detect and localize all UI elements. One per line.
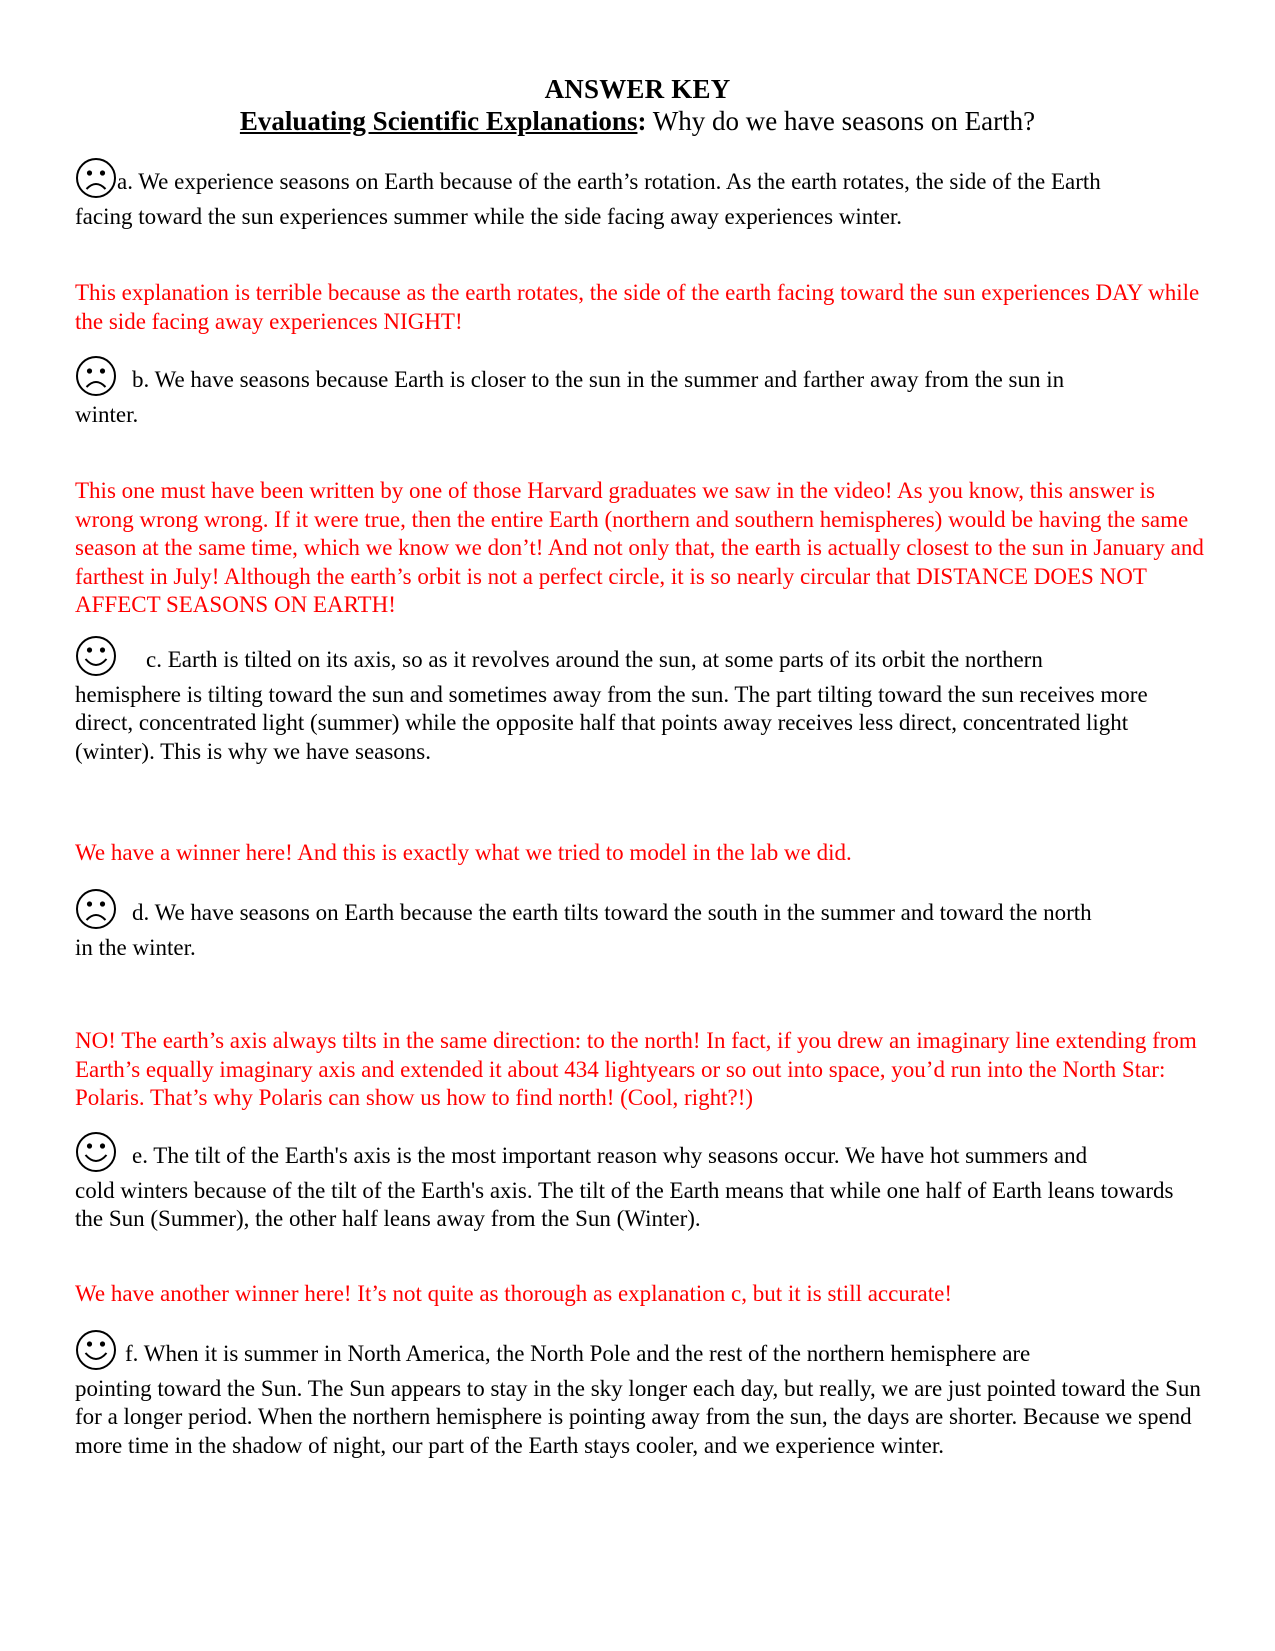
page-subtitle <box>0 106 1275 137</box>
explanation-c-text-rest: hemisphere is tilting toward the sun and sometimes away from the sun. The part tilting toward the sun receives more direct, concentrated light (summer) while the opposite half that points away receives less direct, concentrated light (winter). This is why we have seasons. <box>75 681 1148 764</box>
explanation-d-text-rest: in the winter. <box>75 934 196 960</box>
explanation-d-first-line <box>75 899 1205 928</box>
explanation-e-first-line <box>75 1142 1205 1171</box>
explanation-e-text-first: e. The tilt of the Earth's axis is the most important reason why seasons occur. We have hot summers and <box>132 1143 1088 1168</box>
explanation-f-first-line <box>75 1340 1205 1369</box>
smile-face-icon <box>75 1131 117 1173</box>
feedback-e: We have another winner here! It’s not quite as thorough as explanation c, but it is still accurate! <box>75 1281 952 1306</box>
frown-face-icon <box>75 157 117 199</box>
feedback-d: NO! The earth’s axis always tilts in the same direction: to the north! In fact, if you drew an imaginary line extending from Earth’s equally imaginary axis and extended it about 434 lightyears or so out into space, you’d run into the North Star: Polaris. That’s why Polaris can show us how to find north! (Cool, right?!) <box>75 1028 1197 1110</box>
explanation-b-first-line <box>75 366 1205 395</box>
subtitle-colon: : <box>637 106 647 136</box>
explanation-e <box>75 1142 1205 1234</box>
explanation-c-text-first: c. Earth is tilted on its axis, so as it revolves around the sun, at some parts of its orbit the northern <box>146 647 1043 672</box>
frown-face-icon <box>75 355 117 397</box>
explanation-b-text-rest: winter. <box>75 401 139 427</box>
smile-face-icon <box>75 1329 117 1371</box>
subtitle-question: Why do we have seasons on Earth? <box>646 106 1036 136</box>
explanation-f <box>75 1340 1205 1460</box>
explanation-c <box>75 646 1205 766</box>
feedback-c: We have a winner here! And this is exactly what we tried to model in the lab we did. <box>75 840 852 865</box>
explanation-f-text-rest: pointing toward the Sun. The Sun appears to stay in the sky longer each day, but really, we are just pointed toward the Sun for a longer period. When the northern hemisphere is pointing away from the sun, the days are shorter. Because we spend more time in the shadow of night, our part of the Earth stays cooler, and we experience winter. <box>75 1375 1201 1458</box>
frown-face-icon <box>75 888 117 930</box>
explanation-c-first-line <box>75 646 1205 675</box>
explanation-e-text-rest: cold winters because of the tilt of the Earth's axis. The tilt of the Earth means that while one half of Earth leans towards the Sun (Summer), the other half leans away from the Sun (Winter). <box>75 1177 1174 1231</box>
subtitle-bold: Evaluating Scientific Explanations <box>239 106 638 136</box>
explanation-a-text-first: a. We experience seasons on Earth because of the earth’s rotation. As the earth rotates, the side of the Earth <box>117 169 1101 194</box>
smile-face-icon <box>75 635 117 677</box>
explanation-a-text-rest: facing toward the sun experiences summer while the side facing away experiences winter. <box>75 203 903 229</box>
feedback-a: This explanation is terrible because as the earth rotates, the side of the earth facing toward the sun experiences DAY while the side facing away experiences NIGHT! <box>75 280 1200 334</box>
page-title: ANSWER KEY <box>544 74 731 104</box>
explanation-d <box>75 899 1205 962</box>
explanation-d-text-first: d. We have seasons on Earth because the earth tilts toward the south in the summer and toward the north <box>132 900 1092 925</box>
explanation-a-first-line <box>75 168 1205 197</box>
explanation-f-text-first: f. When it is summer in North America, the North Pole and the rest of the northern hemisphere are <box>125 1341 1031 1366</box>
explanation-b-text-first: b. We have seasons because Earth is closer to the sun in the summer and farther away from the sun in <box>132 367 1065 392</box>
explanation-b <box>75 366 1205 429</box>
explanation-a <box>75 168 1205 231</box>
feedback-b: This one must have been written by one of those Harvard graduates we saw in the video! As you know, this answer is wrong wrong wrong. If it were true, then the entire Earth (northern and southern hemispheres) would be having the same season at the same time, which we know we don’t! And not only that, the earth is actually closest to the sun in January and farthest in July! Although the earth’s orbit is not a perfect circle, it is so nearly circular that DISTANCE DOES NOT AFFECT SEASONS ON EARTH! <box>75 478 1204 617</box>
